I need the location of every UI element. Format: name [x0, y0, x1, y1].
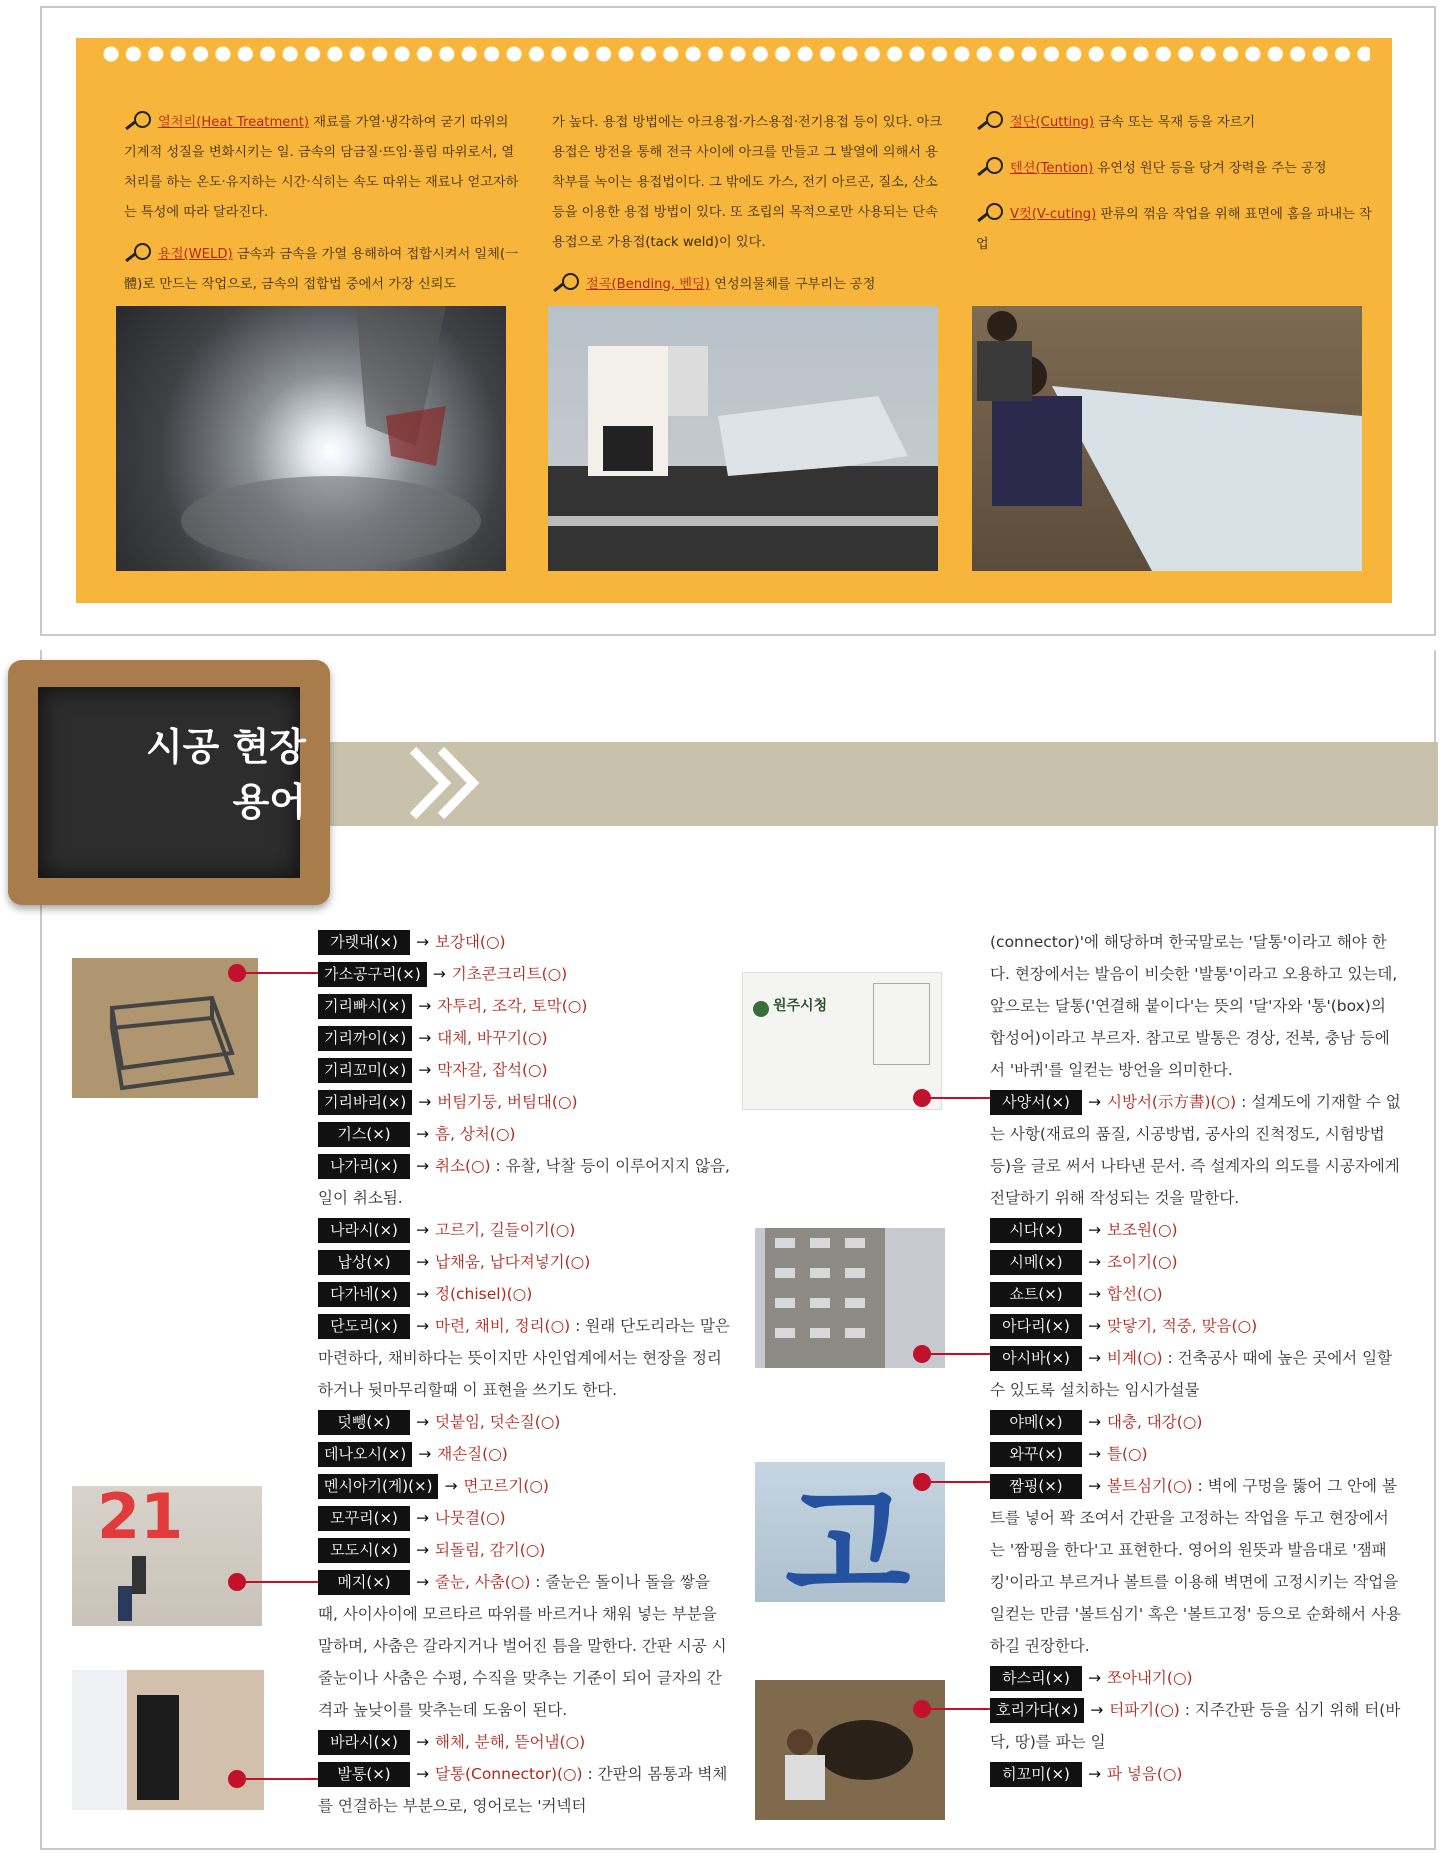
glossary-entry — [318, 1726, 730, 1758]
correct-term: 대충, 대강(○) — [1107, 1413, 1203, 1431]
incorrect-term: 기리빠시(×) — [318, 994, 412, 1019]
sign-21-text: 21 — [97, 1486, 184, 1553]
correct-term: 터파기(○) — [1109, 1701, 1180, 1719]
welding-photo — [116, 306, 506, 571]
correct-term: 맞닿기, 적중, 맞음(○) — [1107, 1317, 1258, 1335]
correct-term: 흠, 상처(○) — [435, 1125, 516, 1143]
incorrect-term: 데나오시(×) — [318, 1442, 412, 1467]
right-arrow-icon: → — [1088, 1317, 1101, 1335]
correct-term: 나뭇결(○) — [435, 1509, 506, 1527]
right-arrow-icon: → — [416, 1765, 429, 1783]
diagram-lines — [873, 983, 930, 1065]
magnifier-icon — [976, 111, 1006, 129]
glossary-entry — [318, 1054, 730, 1086]
correct-term: 취소(○) — [435, 1157, 491, 1175]
correct-term: 버팀기둥, 버팀대(○) — [437, 1093, 578, 1111]
correct-term: 기초콘크리트(○) — [451, 965, 568, 983]
incorrect-term: 짬핑(×) — [990, 1474, 1082, 1499]
term-v-cutting: V컷(V-cuting) 판류의 꺾음 작업을 위해 표면에 홈을 파내는 작업 — [976, 200, 1374, 260]
right-arrow-icon: → — [418, 1445, 432, 1463]
glossary-entry — [318, 1278, 730, 1310]
right-arrow-icon: → — [418, 997, 432, 1015]
incorrect-term: 나가리(×) — [318, 1154, 410, 1179]
magnifier-icon — [124, 111, 154, 129]
glossary-right-column — [990, 926, 1402, 1790]
right-arrow-icon: → — [1088, 1253, 1101, 1271]
correct-term: 마련, 채비, 정리(○) — [435, 1317, 571, 1335]
right-arrow-icon: → — [418, 1093, 432, 1111]
term-description: : 유찰, 낙찰 등이 이루어지지 않음, 일이 취소됨. — [318, 1157, 730, 1207]
correct-term: 보조원(○) — [1107, 1221, 1178, 1239]
correct-term: 재손질(○) — [437, 1445, 508, 1463]
right-arrow-icon: → — [416, 1573, 429, 1591]
incorrect-term: 히꼬미(×) — [990, 1762, 1082, 1787]
incorrect-term: 바라시(×) — [318, 1730, 410, 1755]
incorrect-term: 모꾸리(×) — [318, 1506, 410, 1531]
right-arrow-icon: → — [1088, 1221, 1101, 1239]
correct-term: 시방서(示方書)(○) — [1107, 1093, 1237, 1111]
connector-line — [237, 972, 321, 974]
right-arrow-icon: → — [432, 965, 446, 983]
correct-term: 되돌림, 감기(○) — [435, 1541, 546, 1559]
incorrect-term: 하스리(×) — [990, 1666, 1082, 1691]
incorrect-term: 다가네(×) — [318, 1282, 410, 1307]
correct-term: 틀(○) — [1107, 1445, 1148, 1463]
magnifier-icon — [976, 203, 1006, 221]
incorrect-term: 사양서(×) — [990, 1090, 1082, 1115]
right-arrow-icon: → — [1088, 1765, 1101, 1783]
glossary-entry — [318, 926, 730, 958]
spiral-holes — [100, 40, 1370, 68]
right-arrow-icon: → — [416, 1541, 429, 1559]
glossary-entry — [990, 1694, 1402, 1758]
glossary-entry — [318, 1406, 730, 1438]
section-banner — [330, 742, 1438, 826]
term-description: : 건축공사 때에 높은 곳에서 일할 수 있도록 설치하는 임시가설물 — [990, 1349, 1393, 1399]
incorrect-term: 납상(×) — [318, 1250, 410, 1275]
term-description: : 설계도에 기재할 수 없는 사항(재료의 품질, 시공방법, 공사의 진척정도, 시험방법 등)을 글로 써서 나타낸 문서. 즉 설계자의 의도를 시공자에게 전달하기 위해 작성되는 것을 말한다. — [990, 1093, 1401, 1207]
glossary-entry — [318, 1566, 730, 1726]
section-title: 시공 현장 용어 — [145, 725, 306, 824]
right-arrow-icon: → — [416, 1221, 429, 1239]
magnifier-icon — [124, 243, 154, 261]
term-heat-treatment: 열처리(Heat Treatment) 재료를 가열·냉각하여 굳기 따위의 기계적 성질을 변화시키는 일. 금속의 담금질·뜨임·풀림 따위로서, 열처리를 하는 온도·유지하는 시간·식히는 속도 따위는 재료나 얻고자하는 특성에 따라 달라진다. — [124, 108, 522, 228]
incorrect-term: 와꾸(×) — [990, 1442, 1082, 1467]
incorrect-term: 발통(×) — [318, 1762, 410, 1787]
term-description: : 벽에 구멍을 뚫어 그 안에 볼트를 넣어 꽉 조여서 간판을 고정하는 작업을 두고 현장에서는 '짬핑을 한다'고 표현한다. 영어의 원뜻과 발음대로 '잼패킹'이라고 부르거나 볼트를 이용해 벽면에 고정시키는 작업을 일컫는 만큼 '볼트심기' 혹은 '볼트고정' 등으로 순화해서 사용하길 권장한다. — [990, 1477, 1401, 1655]
glossary-entry — [318, 1534, 730, 1566]
incorrect-term: 기스(×) — [318, 1122, 410, 1147]
correct-term: 자투리, 조각, 토막(○) — [437, 997, 588, 1015]
incorrect-term: 멘시아기(게)(×) — [318, 1474, 438, 1499]
incorrect-term: 기리꼬미(×) — [318, 1058, 412, 1083]
worker-figure — [118, 1586, 132, 1621]
glossary-entry — [318, 1438, 730, 1470]
right-arrow-icon: → — [1088, 1477, 1101, 1495]
incorrect-term: 덧뺑(×) — [318, 1410, 410, 1435]
incorrect-term: 쇼트(×) — [990, 1282, 1082, 1307]
glossary-entry — [990, 1470, 1402, 1662]
right-arrow-icon: → — [418, 1061, 432, 1079]
glossary-entry — [318, 958, 730, 990]
right-arrow-icon: → — [418, 1029, 432, 1047]
right-arrow-icon: → — [416, 1317, 429, 1335]
right-arrow-icon: → — [1088, 1445, 1101, 1463]
logo-mark — [753, 1001, 769, 1017]
glossary-entry — [990, 1758, 1402, 1790]
term-description: : 원래 단도리라는 말은 마련하다, 채비하다는 뜻이지만 사인업계에서는 현장을 정리하거나 뒷마무리할때 이 표현을 쓰기도 한다. — [318, 1317, 730, 1399]
notebook-panel — [76, 38, 1392, 603]
incorrect-term: 가렛대(×) — [318, 930, 410, 955]
right-arrow-icon: → — [1088, 1285, 1101, 1303]
right-arrow-icon: → — [1088, 1093, 1101, 1111]
worker-figure — [132, 1556, 146, 1594]
connector-line — [237, 1778, 321, 1780]
weld-continued-text: 가 높다. 용접 방법에는 아크용접·가스용접·전기용접 등이 있다. 아크용접은 방전을 통해 전극 사이에 아크를 만들고 그 발열에 의해서 용착부를 녹이는 용접법이다. 그 밖에도 가스, 전기 아르곤, 질소, 산소 등을 이용한 용접 방법이 있다. 또 조립의 목적으로만 사용되는 단속용접으로 가용접(tack weld)이 있다. — [552, 115, 943, 250]
correct-term: 조이기(○) — [1107, 1253, 1178, 1271]
right-arrow-icon: → — [1088, 1669, 1101, 1687]
glossary-entry — [318, 1502, 730, 1534]
incorrect-term: 모도시(×) — [318, 1538, 410, 1563]
incorrect-term: 호리가다(×) — [990, 1698, 1084, 1723]
correct-term: 정(chisel)(○) — [435, 1285, 533, 1303]
term-description: : 간판의 몸통과 벽체를 연결하는 부분으로, 영어로는 '커넥터 — [318, 1765, 728, 1815]
glossary-entry — [318, 1310, 730, 1406]
glossary-entry — [990, 1406, 1402, 1438]
correct-term: 해체, 분해, 뜯어냄(○) — [435, 1733, 586, 1751]
correct-term: 덧붙임, 덧손질(○) — [435, 1413, 561, 1431]
glossary-entry — [990, 1342, 1402, 1406]
incorrect-term: 시다(×) — [990, 1218, 1082, 1243]
chevron-right-icon — [405, 742, 487, 824]
correct-term: 달통(Connector)(○) — [435, 1765, 583, 1783]
right-arrow-icon: → — [416, 1157, 429, 1175]
blackboard — [8, 660, 330, 905]
correct-term: 파 넣음(○) — [1107, 1765, 1183, 1783]
connector-line — [922, 1353, 992, 1355]
glossary-entry — [990, 1278, 1402, 1310]
connector-line — [922, 1481, 992, 1483]
incorrect-term: 야메(×) — [990, 1410, 1082, 1435]
wall-sign-21-photo — [72, 1486, 262, 1626]
correct-term: 합선(○) — [1107, 1285, 1163, 1303]
term-description: : 줄눈은 돌이나 돌을 쌓을 때, 사이사이에 모르타르 따위를 바르거나 채워 넣는 부분을 말하며, 사춤은 갈라지거나 벌어진 틈을 말한다. 간판 시공 시 줄눈이나 사춤은 수평, 수직을 맞추는 기준이 되어 글자의 간격과 높낮이를 맞추는데 도움이 된다. — [318, 1573, 727, 1719]
glossary-entry — [318, 1118, 730, 1150]
notebook-column-3 — [976, 108, 1374, 260]
city-hall-label: 원주시청 — [773, 998, 828, 1014]
sign-panel — [72, 1670, 127, 1810]
right-arrow-icon: → — [416, 1413, 429, 1431]
incorrect-term: 기리까이(×) — [318, 1026, 412, 1051]
correct-term: 보강대(○) — [435, 933, 506, 951]
glossary-entry — [318, 1470, 730, 1502]
incorrect-term: 단도리(×) — [318, 1314, 410, 1339]
term-tension: 텐션(Tention) 유연성 원단 등을 당겨 장력을 주는 공정 — [976, 154, 1374, 184]
term-weld: 용접(WELD) 금속과 금속을 가열 용해하여 접합시켜서 일체(一體)로 만드는 작업으로, 금속의 접합법 중에서 가장 신뢰도 — [124, 240, 522, 300]
glossary-entry — [990, 1246, 1402, 1278]
glossary-entry — [318, 1086, 730, 1118]
connector-line — [922, 1097, 992, 1099]
letter-sign-text: 고 — [785, 1470, 911, 1602]
incorrect-term: 아다리(×) — [990, 1314, 1082, 1339]
right-arrow-icon: → — [1088, 1349, 1101, 1367]
term-description: : 지주간판 등을 심기 위해 터(바닥, 땅)를 파는 일 — [990, 1701, 1401, 1751]
glossary-right-list — [990, 1086, 1402, 1790]
magnifier-icon — [976, 157, 1006, 175]
vertical-sign-photo — [72, 1670, 264, 1810]
incorrect-term: 가소공구리(×) — [318, 962, 427, 987]
correct-term: 줄눈, 사춤(○) — [435, 1573, 531, 1591]
incorrect-term: 시메(×) — [990, 1250, 1082, 1275]
right-arrow-icon: → — [1088, 1413, 1101, 1431]
right-arrow-icon: → — [1090, 1701, 1104, 1719]
correct-term: 고르기, 길들이기(○) — [435, 1221, 576, 1239]
notebook-column-2 — [552, 108, 950, 300]
correct-term: 비계(○) — [1107, 1349, 1163, 1367]
correct-term: 납채움, 납다져넣기(○) — [435, 1253, 591, 1271]
right-arrow-icon: → — [444, 1477, 458, 1495]
correct-term: 쪼아내기(○) — [1107, 1669, 1193, 1687]
right-arrow-icon: → — [416, 1125, 429, 1143]
glossary-entry — [990, 1214, 1402, 1246]
glossary-entry — [990, 1438, 1402, 1470]
correct-term: 막자갈, 잡석(○) — [437, 1061, 548, 1079]
sign-bracket — [137, 1695, 179, 1800]
glossary-entry — [990, 1662, 1402, 1694]
notebook-column-1 — [124, 108, 522, 300]
glossary-entry — [318, 1758, 730, 1822]
glossary-entry — [318, 1246, 730, 1278]
glossary-entry — [318, 1214, 730, 1246]
bending-machine-photo — [548, 306, 938, 571]
glossary-entry — [318, 1150, 730, 1214]
term-cutting: 절단(Cutting) 금속 또는 목재 등을 자르기 — [976, 108, 1374, 138]
term-bending: 절곡(Bending, 벤딩) 연성의물체를 구부리는 공정 — [552, 270, 950, 300]
correct-term: 면고르기(○) — [463, 1477, 549, 1495]
incorrect-term: 나라시(×) — [318, 1218, 410, 1243]
glossary-entry — [318, 990, 730, 1022]
right-arrow-icon: → — [416, 1253, 429, 1271]
incorrect-term: 메지(×) — [318, 1570, 410, 1595]
city-hall-document-photo — [742, 972, 942, 1110]
glossary-continued-text: (connector)'에 해당하며 한국말로는 '달통'이라고 해야 한다. 현장에서는 발음이 비슷한 '발통'이라고 오용하고 있는데, 앞으로는 달통('연결해 붙이다'는 뜻의 '달'자와 '통'(box)의 합성어)이라고 부르자. 참고로 발통은 경상, 전북, 충남 등에서 '바퀴'를 일컫는 방언을 의미한다. — [990, 933, 1398, 1079]
magnifier-icon — [552, 273, 582, 291]
glossary-entry — [990, 1086, 1402, 1214]
tension-workers-photo — [972, 306, 1362, 571]
right-arrow-icon: → — [416, 1509, 429, 1527]
connector-line — [237, 1581, 321, 1583]
glossary-entry — [318, 1022, 730, 1054]
incorrect-term: 기리바리(×) — [318, 1090, 412, 1115]
right-arrow-icon: → — [416, 1733, 429, 1751]
glossary-entry — [990, 1310, 1402, 1342]
connector-line — [922, 1708, 992, 1710]
glossary-left-column — [318, 926, 730, 1822]
incorrect-term: 아시바(×) — [990, 1346, 1082, 1371]
correct-term: 대체, 바꾸기(○) — [437, 1029, 548, 1047]
right-arrow-icon: → — [416, 1285, 429, 1303]
right-arrow-icon: → — [416, 933, 429, 951]
correct-term: 볼트심기(○) — [1107, 1477, 1193, 1495]
